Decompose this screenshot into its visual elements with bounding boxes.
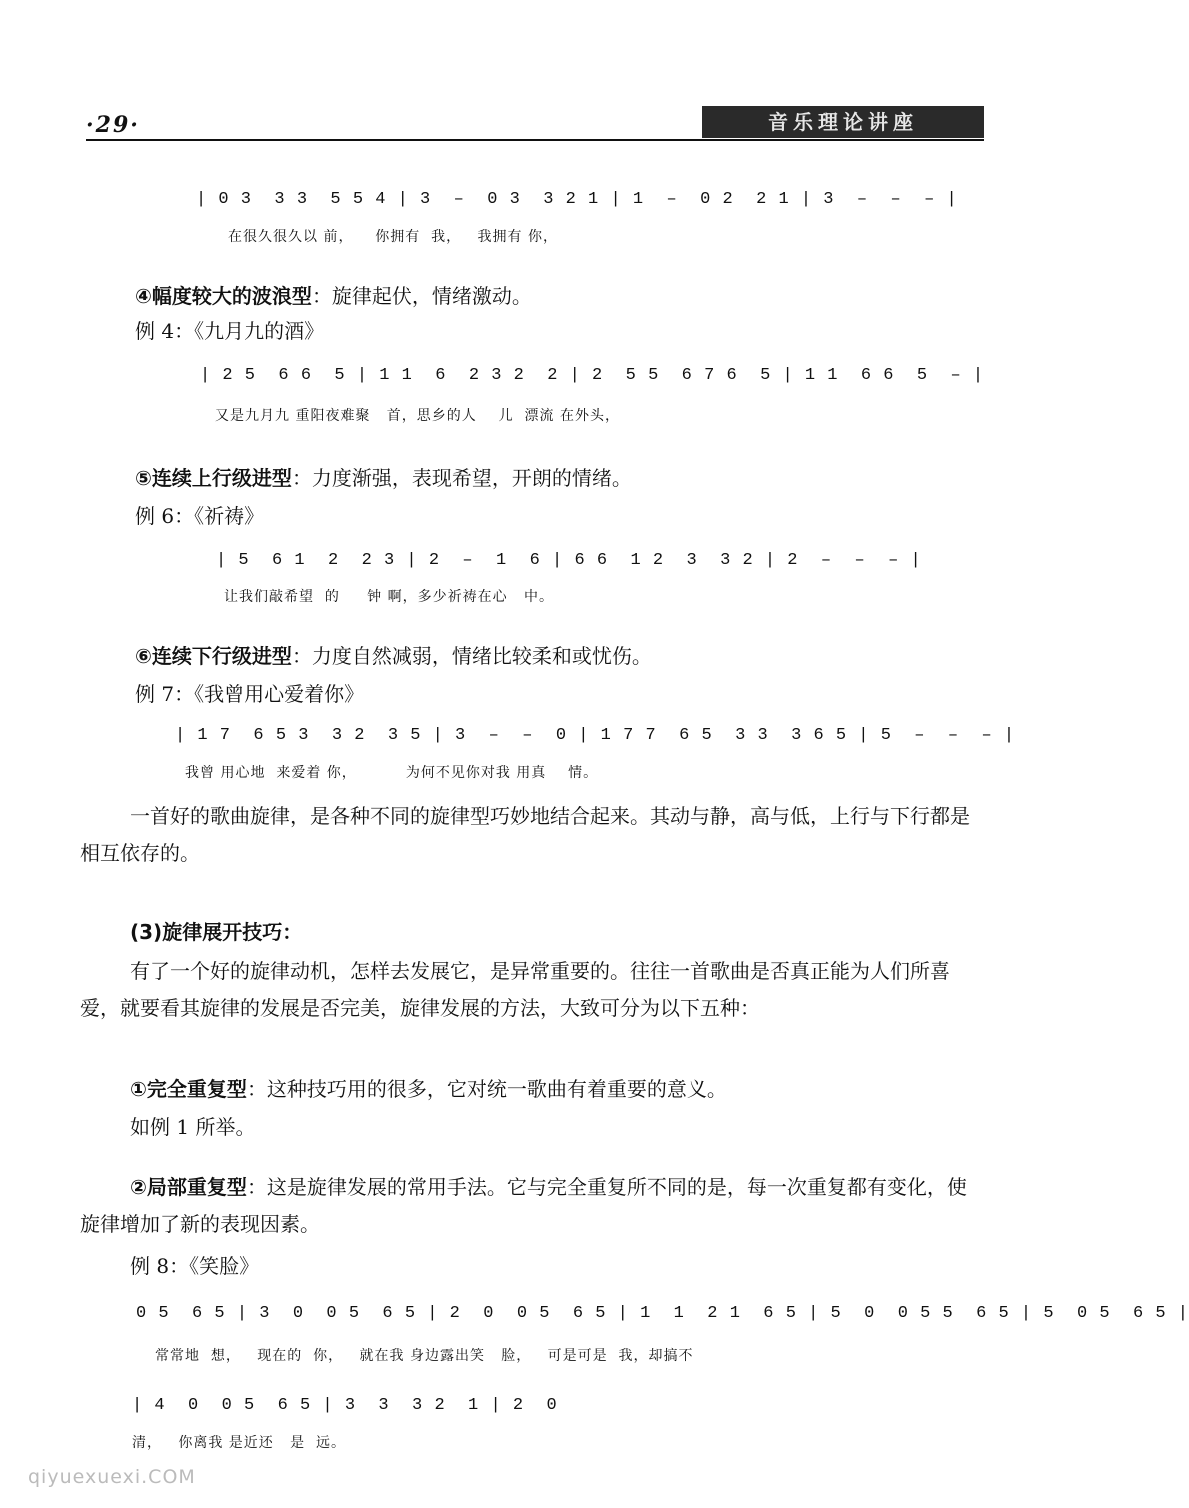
- heading-desc: ：这是旋律发展的常用手法。它与完全重复所不同的是，每一次重复都有变化，使旋律增加了新的表现因素。: [80, 1175, 967, 1236]
- score-line: | 1 7 6 5 3 3 2 3 5 | 3 – – 0 | 1 7 7 6 5 3 3 3 6 5 | 5 – – – |: [175, 726, 1016, 745]
- heading-title: ①完全重复型: [130, 1077, 247, 1101]
- page-number: ·29·: [86, 112, 140, 138]
- example-label: 例 6：《祈祷》: [135, 504, 265, 528]
- heading-desc: ：这种技巧用的很多，它对统一歌曲有着重要的意义。: [246, 1077, 727, 1101]
- note-line: 如例 1 所举。: [130, 1115, 256, 1139]
- heading-desc: ：力度自然减弱，情绪比较柔和或忧伤。: [291, 644, 652, 668]
- section-heading: [135, 280, 532, 309]
- header-banner: 音乐理论讲座: [702, 106, 984, 138]
- section-title: [130, 916, 302, 945]
- heading-title: ⑥连续下行级进型: [135, 644, 292, 668]
- heading-desc: ：力度渐强，表现希望，开朗的情绪。: [291, 466, 632, 490]
- section-heading: [130, 1073, 727, 1102]
- lyrics-line: 我曾 用心地 来爱着 你， 为何不见你对我 用真 情。: [185, 765, 599, 781]
- example-label: 例 7：《我曾用心爱着你》: [135, 682, 365, 706]
- score-line: | 2 5 6 6 5 | 1 1 6 2 3 2 2 | 2 5 5 6 7 6 5 | 1 1 6 6 5 – |: [200, 366, 985, 385]
- lyrics-line: 常常地 想， 现在的 你， 就在我 身边露出笑 脸， 可是可是 我，却搞不: [155, 1348, 694, 1364]
- section-heading: [135, 640, 652, 669]
- heading-title: (3)旋律展开技巧：: [130, 920, 303, 944]
- body-paragraph: 有了一个好的旋律动机，怎样去发展它，是异常重要的。往往一首歌曲是否真正能为人们所喜爱，就要看其旋律的发展是否完美，旋律发展的方法，大致可分为以下五种：: [80, 959, 950, 1020]
- lyrics-line: 让我们敲希望 的 钟 啊，多少祈祷在心 中。: [224, 589, 554, 605]
- header-rule: [86, 139, 984, 141]
- watermark: qiyuexuexi.COM: [28, 1466, 196, 1488]
- body-paragraph: 一首好的歌曲旋律，是各种不同的旋律型巧妙地结合起来。其动与静，高与低，上行与下行都是相互依存的。: [80, 804, 970, 865]
- score-line: | 5 6 1 2 2 3 | 2 – 1 6 | 6 6 1 2 3 3 2 | 2 – – – |: [216, 551, 922, 570]
- score-line: | 0 3 3 3 5 5 4 | 3 – 0 3 3 2 1 | 1 – 0 2 2 1 | 3 – – – |: [196, 190, 958, 209]
- example-label: 例 8：《笑脸》: [130, 1254, 260, 1278]
- heading-title: ④幅度较大的波浪型: [135, 284, 312, 308]
- score-line: | 4 0 0 5 6 5 | 3 3 3 2 1 | 2 0: [132, 1396, 558, 1415]
- heading-title: ②局部重复型: [130, 1175, 247, 1199]
- lyrics-line: 在很久很久以 前， 你拥有 我， 我拥有 你，: [228, 229, 558, 245]
- heading-desc: ：旋律起伏，情绪激动。: [311, 284, 532, 308]
- example-label: 例 4：《九月九的酒》: [135, 319, 325, 343]
- lyrics-line: 又是九月九 重阳夜难聚 首，思乡的人 儿 漂流 在外头，: [215, 408, 620, 424]
- section-heading: [135, 462, 632, 491]
- heading-title: ⑤连续上行级进型: [135, 466, 292, 490]
- score-line: 0 5 6 5 | 3 0 0 5 6 5 | 2 0 0 5 6 5 | 1 1 2 1 6 5 | 5 0 0 5 5 6 5 | 5 0 5 6 5 |: [136, 1304, 1189, 1323]
- lyrics-line: 清， 你离我 是近还 是 远。: [132, 1435, 347, 1451]
- body-paragraph: [80, 1169, 980, 1243]
